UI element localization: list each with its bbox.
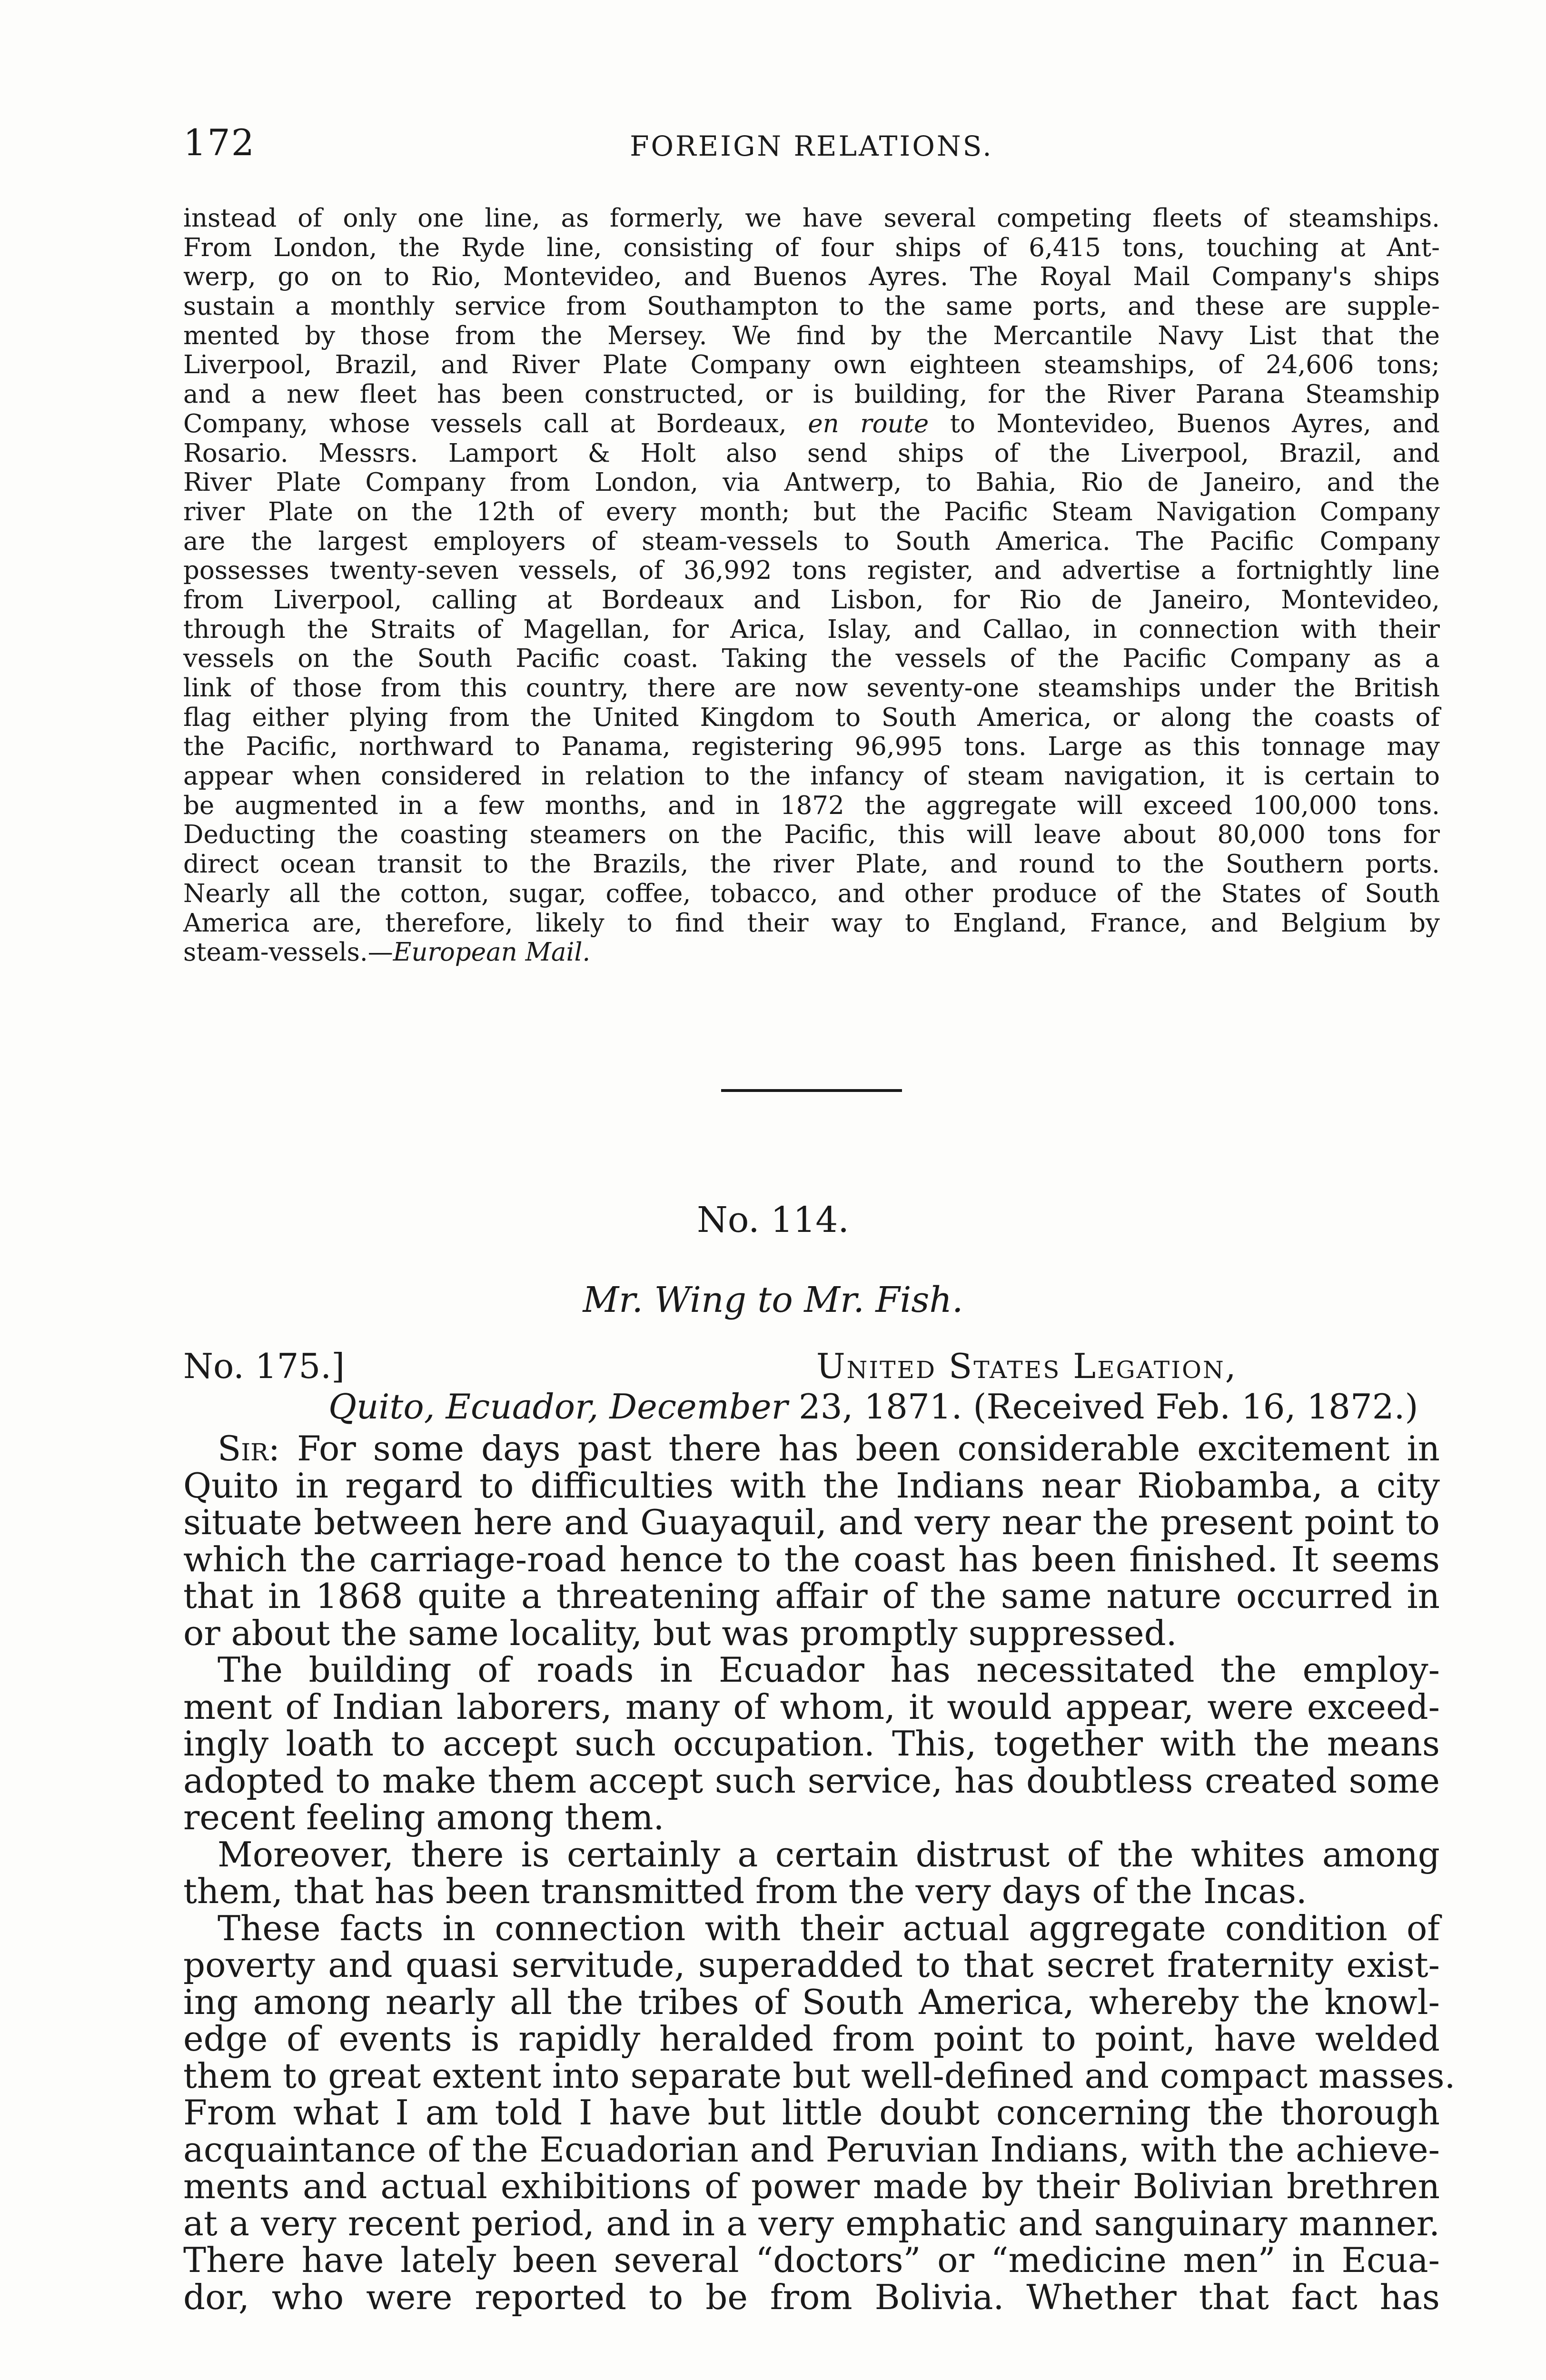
article-line: link of those from this country, there are now seventy-one steamships under the British — [183, 674, 1440, 703]
body-line: ing among nearly all the tribes of South America, whereby the knowl- — [183, 1982, 1440, 2022]
article-line: vessels on the South Pacific coast. Taking the vessels of the Pacific Company as a — [183, 644, 1440, 674]
article-line: From London, the Ryde line, consisting of four ships of 6,415 tons, touching at Ant- — [183, 233, 1440, 262]
dispatch-heading — [183, 1346, 1440, 1389]
article-line: from Liverpool, calling at Bordeaux and Lisbon, for Rio de Janeiro, Montevideo, — [183, 585, 1440, 615]
body-line: recent feeling among them. — [183, 1797, 664, 1837]
article-line: the Pacific, northward to Panama, registering 96,995 tons. Large as this tonnage may — [183, 732, 1440, 762]
received-date: (Received Feb. 16, 1872.) — [973, 1387, 1418, 1427]
article-line: appear when considered in relation to the infancy of steam navigation, it is certain to — [183, 762, 1440, 791]
running-title: FOREIGN RELATIONS. — [630, 130, 993, 162]
article-line: instead of only one line, as formerly, we have several competing fleets of steamships. — [183, 204, 1440, 233]
continued-article — [183, 204, 1440, 967]
body-line: From what I am told I have but little doubt concerning the thorough — [183, 2092, 1440, 2132]
salutation: Sir: — [218, 1428, 280, 1468]
page-header — [183, 121, 1440, 169]
article-line: werp, go on to Rio, Montevideo, and Buenos Ayres. The Royal Mail Company's ships — [183, 262, 1440, 292]
body-line: ingly loath to accept such occupation. This, together with the means — [183, 1724, 1440, 1764]
body-line: that in 1868 quite a threatening affair of the same nature occurred in — [183, 1576, 1440, 1616]
body-line: situate between here and Guayaquil, and very near the present point to — [183, 1502, 1440, 1542]
article-line: through the Straits of Magellan, for Arica, Islay, and Callao, in connection with their — [183, 615, 1440, 644]
place-date: Quito, Ecuador, December — [328, 1387, 788, 1427]
article-line-part: steam-vessels.— — [183, 938, 393, 967]
body-line: them, that has been transmitted from the very days of the Incas. — [183, 1871, 1307, 1911]
body-line: Quito in regard to difficulties with the Indians near Riobamba, a city — [183, 1465, 1440, 1506]
article-line: Liverpool, Brazil, and River Plate Company own eighteen steamships, of 24,606 tons; — [183, 350, 1440, 380]
article-line: direct ocean transit to the Brazils, the river Plate, and round to the Southern ports. — [183, 850, 1440, 879]
body-line-part: For some days past there has been considerable excitement in — [297, 1428, 1440, 1468]
legation-name: United States Legation, — [816, 1346, 1238, 1386]
article-line: are the largest employers of steam-vessels to South America. The Pacific Company — [183, 526, 1440, 556]
document-number: No. 114. — [697, 1200, 849, 1240]
body-line: or about the same locality, but was promptly suppressed. — [183, 1613, 1177, 1653]
dispatch-number: No. 175.] — [183, 1346, 345, 1386]
place-date-line — [328, 1387, 1423, 1427]
article-line-part: to Montevideo, Buenos Ayres, and — [950, 409, 1440, 438]
body-line: at a very recent period, and in a very emphatic and sanguinary manner. — [183, 2203, 1440, 2243]
document-title: Mr. Wing to Mr. Fish. — [583, 1279, 963, 1320]
letter-body — [183, 1428, 1456, 2317]
article-italic-phrase: en route — [808, 409, 929, 438]
body-line: them to great extent into separate but well-defined and compact masses. — [183, 2055, 1456, 2096]
body-line: adopted to make them accept such service, has doubtless created some — [183, 1760, 1440, 1801]
body-line — [183, 1430, 1440, 1468]
article-line: Rosario. Messrs. Lamport & Holt also send ships of the Liverpool, Brazil, and — [183, 438, 1440, 468]
article-line: mented by those from the Mersey. We find by the Mercantile Navy List that the — [183, 321, 1440, 350]
article-line: river Plate on the 12th of every month; but the Pacific Steam Navigation Company — [183, 497, 1440, 526]
article-line: sustain a monthly service from Southampton to the same ports, and these are supple- — [183, 292, 1440, 321]
body-line: ment of Indian laborers, many of whom, it would appear, were exceed- — [183, 1686, 1440, 1727]
article-line: possesses twenty-seven vessels, of 36,992 tons register, and advertise a fortnightly line — [183, 556, 1440, 585]
body-line: acquaintance of the Ecuadorian and Peruvian Indians, with the achieve- — [183, 2129, 1440, 2170]
body-line: These facts in connection with their actual aggregate condition of — [218, 1908, 1440, 1948]
article-line: be augmented in a few months, and in 1872 the aggregate will exceed 100,000 tons. — [183, 791, 1440, 820]
article-line: River Plate Company from London, via Antwerp, to Bahia, Rio de Janeiro, and the — [183, 468, 1440, 497]
body-line: edge of events is rapidly heralded from point to point, have welded — [183, 2019, 1440, 2059]
body-line: poverty and quasi servitude, superadded to that secret fraternity exist- — [183, 1945, 1440, 1985]
article-source: European Mail. — [393, 938, 591, 967]
article-line — [183, 938, 1440, 967]
article-line: and a new fleet has been constructed, or is building, for the River Parana Steamship — [183, 380, 1440, 409]
article-line-part: Company, whose vessels call at Bordeaux, — [183, 409, 787, 438]
date-year: 23, 1871. — [798, 1387, 962, 1427]
page-number: 172 — [183, 121, 256, 164]
section-divider — [721, 1089, 902, 1092]
body-line: The building of roads in Ecuador has necessitated the employ- — [218, 1650, 1440, 1690]
body-line: There have lately been several “doctors” or “medicine men” in Ecua- — [183, 2240, 1440, 2280]
article-line: Deducting the coasting steamers on the Pacific, this will leave about 80,000 tons for — [183, 820, 1440, 850]
body-line: ments and actual exhibitions of power made by their Bolivian brethren — [183, 2166, 1440, 2206]
body-line: Moreover, there is certainly a certain distrust of the whites among — [218, 1834, 1440, 1874]
article-line: flag either plying from the United Kingdom to South America, or along the coasts of — [183, 703, 1440, 732]
body-line: dor, who were reported to be from Bolivia. Whether that fact has — [183, 2277, 1440, 2317]
body-line: which the carriage-road hence to the coast has been finished. It seems — [183, 1539, 1440, 1579]
article-line: America are, therefore, likely to find their way to England, France, and Belgium by — [183, 908, 1440, 938]
article-line — [183, 409, 1440, 439]
article-line: Nearly all the cotton, sugar, coffee, tobacco, and other produce of the States of South — [183, 879, 1440, 908]
